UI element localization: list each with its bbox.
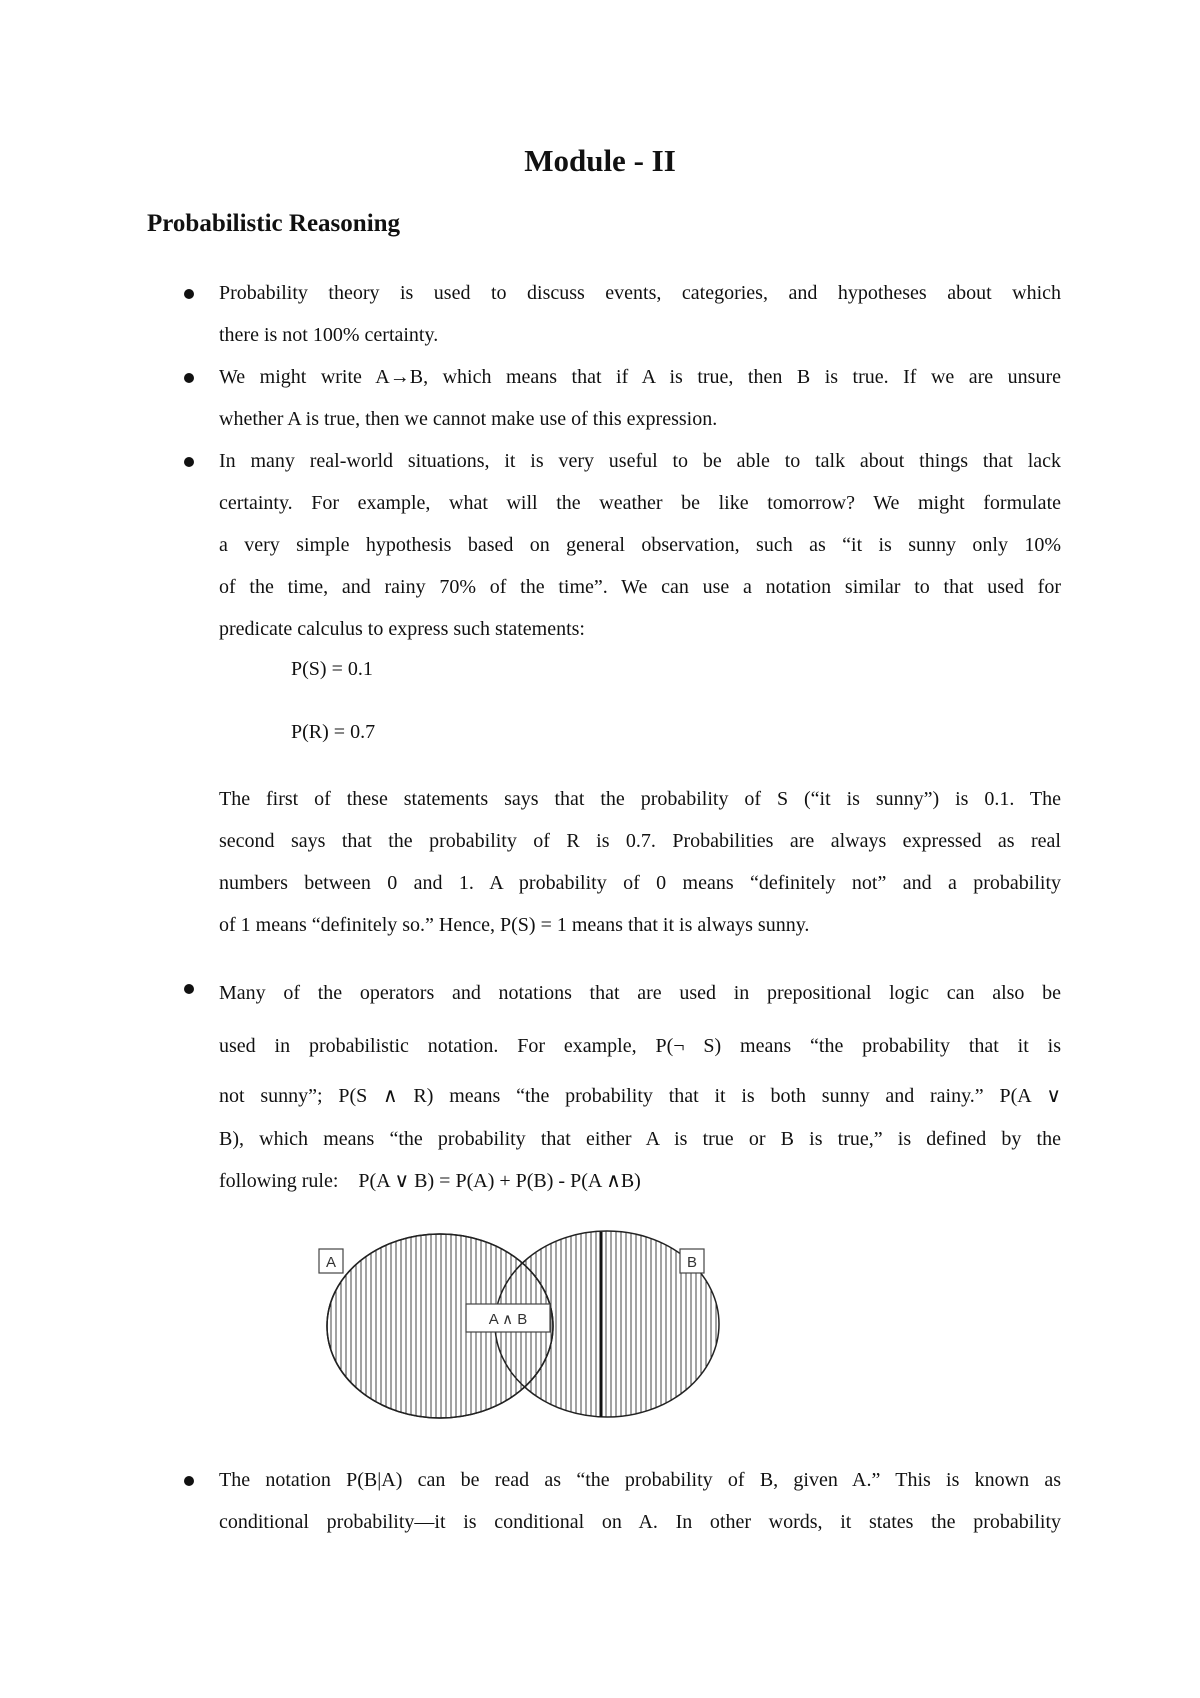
bullet-5-paragraph xyxy=(219,1459,1061,1543)
text-line: whether A is true, then we cannot make use of this expression. xyxy=(219,408,718,430)
text-line: conditional probability—it is conditional on A. In other words, it states the probability xyxy=(219,1511,1061,1533)
bullet-icon xyxy=(184,1476,194,1486)
bullet-3-explanation xyxy=(219,778,1061,946)
bullet-2-paragraph xyxy=(219,356,1061,440)
section-heading: Probabilistic Reasoning xyxy=(147,210,401,237)
venn-diagram xyxy=(300,1222,725,1422)
page-title: Module - II xyxy=(524,143,676,178)
text-line: there is not 100% certainty. xyxy=(219,324,439,346)
label-b: B xyxy=(686,1254,698,1271)
bullet-icon xyxy=(184,373,194,383)
text-line: second says that the probability of R is 0.7. Probabilities are always expressed as real xyxy=(219,830,1061,852)
text-line: The notation P(B|A) can be read as “the probability of B, given A.” This is known as xyxy=(219,1469,1061,1491)
text-line: used in probabilistic notation. For example, P(¬ S) means “the probability that it is xyxy=(219,1035,1061,1057)
text-line: predicate calculus to express such statements: xyxy=(219,618,585,640)
text-line: Probability theory is used to discuss events, categories, and hypotheses about which xyxy=(219,282,1061,304)
bullet-icon xyxy=(184,984,194,994)
bullet-1-paragraph xyxy=(219,272,1061,356)
text-line: certainty. For example, what will the weather be like tomorrow? We might formulate xyxy=(219,492,1061,514)
bullet-icon xyxy=(184,457,194,467)
text-line: of the time, and rainy 70% of the time”. We can use a notation similar to that used for xyxy=(219,576,1061,598)
text-line: numbers between 0 and 1. A probability of 0 means “definitely not” and a probability xyxy=(219,872,1061,894)
bullet-icon xyxy=(184,289,194,299)
text-line: We might write A→B, which means that if A is true, then B is true. If we are unsure xyxy=(219,366,1061,388)
label-ab: A ∧ B xyxy=(488,1311,528,1328)
text-line: B), which means “the probability that either A is true or B is true,” is defined by the xyxy=(219,1128,1061,1150)
text-line: of 1 means “definitely so.” Hence, P(S) = 1 means that it is always sunny. xyxy=(219,914,810,936)
formula-p-r: P(R) = 0.7 xyxy=(291,721,376,743)
text-line: following rule: P(A ∨ B) = P(A) + P(B) - P(A ∧B) xyxy=(219,1170,641,1192)
text-line: The first of these statements says that the probability of S (“it is sunny”) is 0.1. The xyxy=(219,788,1061,810)
formula-p-s: P(S) = 0.1 xyxy=(291,658,373,680)
label-a: A xyxy=(325,1254,337,1271)
text-line: Many of the operators and notations that are used in prepositional logic can also be xyxy=(219,982,1061,1004)
text-line: In many real-world situations, it is very useful to be able to talk about things that lack xyxy=(219,450,1061,472)
text-line: not sunny”; P(S ∧ R) means “the probability that it is both sunny and rainy.” P(A ∨ xyxy=(219,1085,1061,1107)
text-line: a very simple hypothesis based on general observation, such as “it is sunny only 10% xyxy=(219,534,1061,556)
bullet-3-paragraph xyxy=(219,440,1061,650)
bullet-4-paragraph xyxy=(219,968,1061,1202)
